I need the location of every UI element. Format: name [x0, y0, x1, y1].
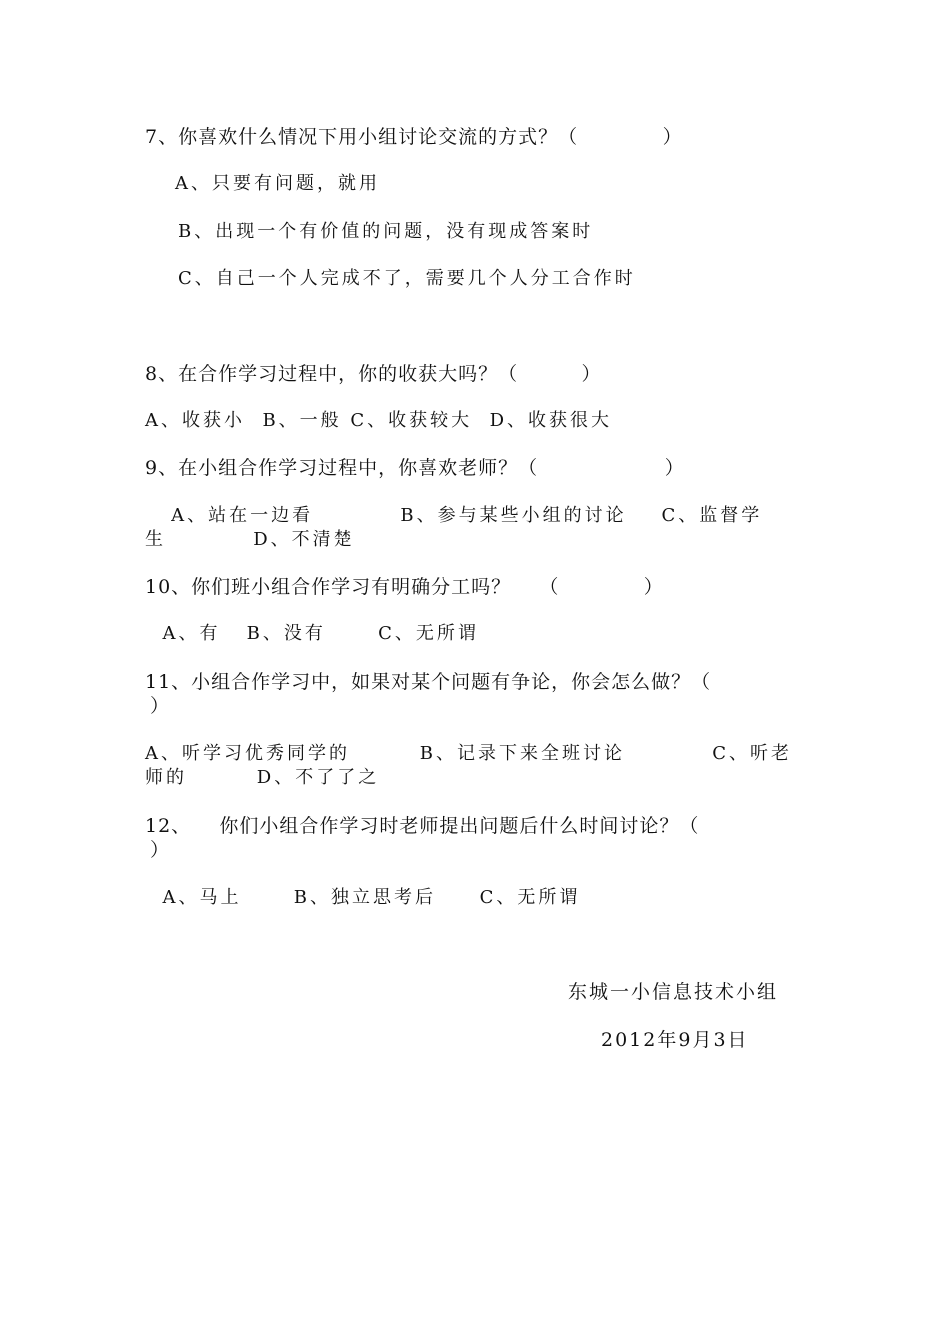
question-9-options-line-1: A、站在一边看 B、参与某些小组的讨论 C、监督学 [145, 505, 763, 526]
question-8-stem: 8、在合作学习过程中，你的收获大吗？（ ） [145, 363, 602, 385]
signature-organization: 东城一小信息技术小组 [568, 981, 779, 1003]
question-9-stem: 9、在小组合作学习过程中，你喜欢老师？（ ） [145, 457, 685, 479]
signature-date: 2012年9月3日 [601, 1029, 749, 1051]
question-12-options: A、马上 B、独立思考后 C、无所谓 [145, 887, 581, 908]
question-7-option-b: B、出现一个有价值的问题，没有现成答案时 [178, 221, 594, 242]
question-7-option-c: C、自己一个人完成不了，需要几个人分工合作时 [178, 268, 636, 289]
question-12-stem-line-1: 12、 你们小组合作学习时老师提出问题后什么时间讨论？（ [145, 815, 700, 837]
question-11-options-line-2: 师的 D、不了了之 [145, 767, 380, 788]
question-7-option-a: A、只要有问题，就用 [175, 173, 380, 194]
question-9-options-line-2: 生 D、不清楚 [145, 529, 355, 550]
question-10-stem: 10、你们班小组合作学习有明确分工吗？ （ ） [145, 576, 664, 598]
question-10-options: A、有 B、没有 C、无所谓 [145, 623, 479, 644]
question-12-stem-line-2: ） [150, 839, 171, 861]
question-8-options: A、收获小 B、一般 C、收获较大 D、收获很大 [145, 410, 613, 431]
question-11-stem-line-1: 11、小组合作学习中，如果对某个问题有争论，你会怎么做？（ [145, 671, 712, 693]
question-7-stem: 7、你喜欢什么情况下用小组讨论交流的方式？（ ） [145, 126, 683, 148]
question-11-stem-line-2: ） [150, 695, 171, 717]
question-11-options-line-1: A、听学习优秀同学的 B、记录下来全班讨论 C、听老 [145, 743, 792, 764]
